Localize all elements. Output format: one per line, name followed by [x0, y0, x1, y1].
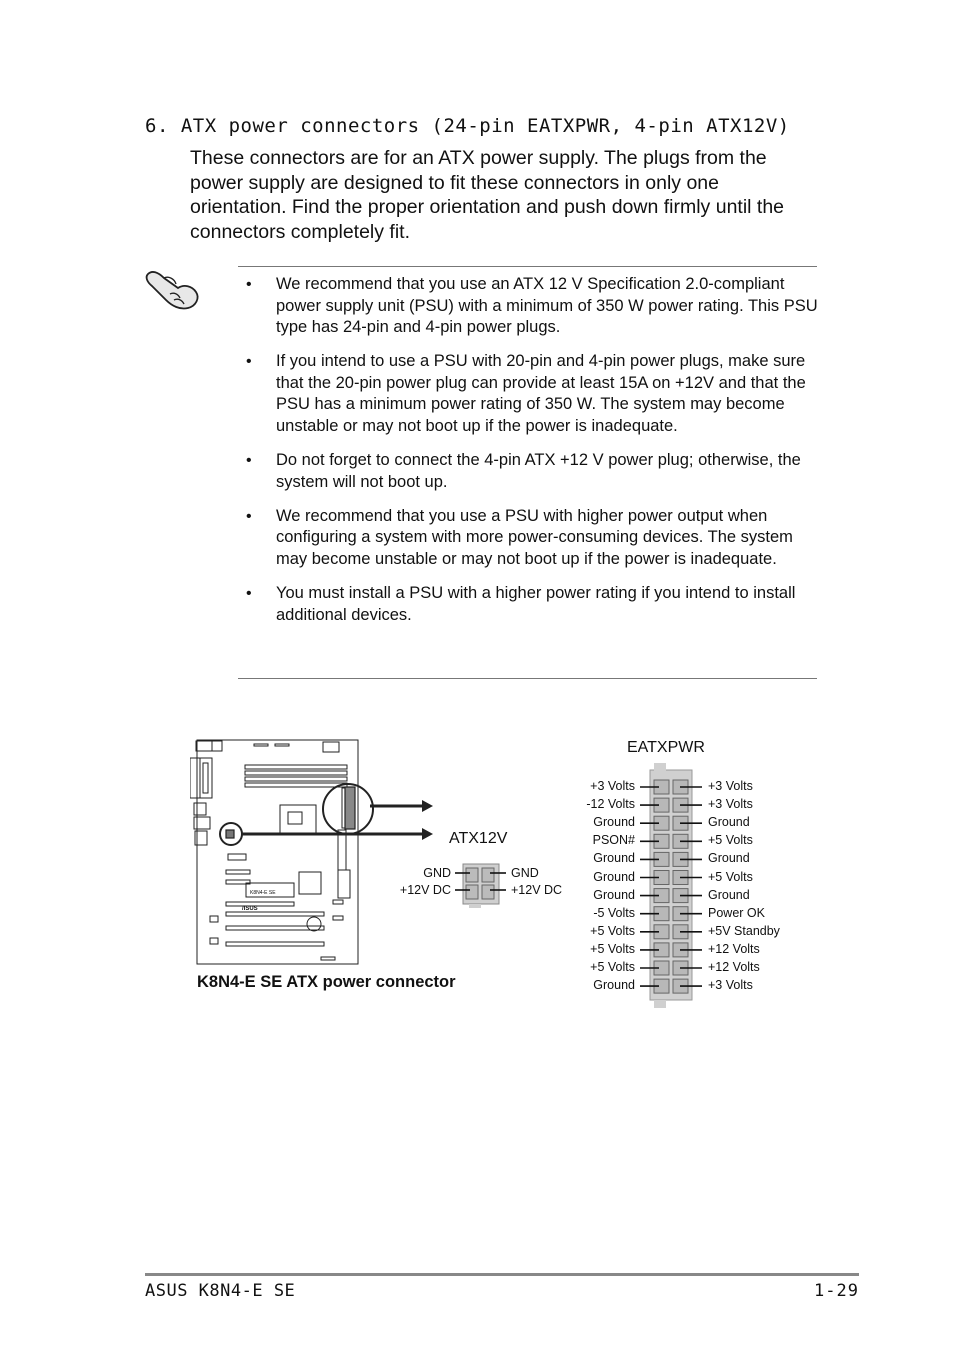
footer-rule: [145, 1273, 859, 1276]
motherboard-outline: [190, 740, 358, 964]
eatxpwr-right-pin: Ground: [708, 887, 750, 902]
note-item: [238, 274, 823, 339]
atx12v-right-pin: +12V DC: [511, 883, 563, 897]
bullet: •: [246, 353, 252, 371]
note-text: We recommend that you use a PSU with higher power output when configuring a system with more power-consuming devices. The system may become unstable or may not boot up if the power is inadequate.: [276, 506, 793, 569]
eatxpwr-right-pin: Ground: [708, 815, 750, 830]
eatxpwr-right-pin: Power OK: [708, 905, 765, 920]
power-connector-figure: [190, 730, 830, 1030]
note-text: Do not forget to connect the 4-pin ATX +12 V power plug; otherwise, the system will not boot up.: [276, 451, 801, 491]
atx12v-on-board: [226, 830, 234, 838]
eatxpwr-right-pin: +12 Volts: [708, 941, 760, 956]
eatxpwr-left-pin: +3 Volts: [590, 779, 635, 793]
eatxpwr-left-pin: Ground: [593, 887, 635, 902]
asus-logo: /ISUS: [242, 906, 258, 912]
note-text: If you intend to use a PSU with 20-pin and 4-pin power plugs, make sure that the 20-pin power plug can provide at least 15A on +12V and that the PSU has a minimum power rating of 350 W. The system may become unstable or may not boot up if the power is inadequate.: [276, 352, 806, 436]
note-list: [238, 274, 823, 639]
eatxpwr-right-pin: +3 Volts: [708, 779, 753, 793]
atx12v-label: ATX12V: [449, 830, 508, 847]
section-heading: 6. ATX power connectors (24-pin EATXPWR, 4-pin ATX12V): [145, 115, 790, 137]
atx12v-left-pin: +12V DC: [399, 883, 451, 897]
eatxpwr-right-pin: +12 Volts: [708, 960, 760, 974]
eatxpwr-right-pin: Ground: [708, 851, 750, 866]
page-number: 1-29: [814, 1281, 859, 1301]
bullet: •: [246, 452, 252, 470]
atx12v-connector-drawing: [455, 864, 506, 908]
section-description: These connectors are for an ATX power supply. The plugs from the power supply are designed to fit these connectors in only one orientation. Find the proper orientation and push down firmly until the connectors completely fit.: [190, 147, 785, 243]
eatxpwr-left-pin: +5 Volts: [590, 923, 635, 938]
note-text: You must install a PSU with a higher power rating if you intend to install additional devices.: [276, 584, 796, 624]
eatxpwr-right-pin: +5V Standby: [708, 923, 780, 938]
note-item: [238, 351, 823, 437]
eatxpwr-right-pin: +3 Volts: [708, 797, 753, 812]
eatxpwr-right-pin: +5 Volts: [708, 869, 753, 884]
eatxpwr-left-pin: -5 Volts: [593, 905, 635, 920]
eatxpwr-left-pin: Ground: [593, 869, 635, 884]
eatxpwr-right-pin: +5 Volts: [708, 833, 753, 848]
note-item: [238, 583, 823, 626]
eatxpwr-left-pin: +5 Volts: [590, 941, 635, 956]
eatxpwr-label: EATXPWR: [627, 739, 705, 756]
eatxpwr-left-pin: Ground: [593, 851, 635, 866]
figure-caption: K8N4-E SE ATX power connector: [197, 973, 456, 991]
note-item: [238, 450, 823, 493]
bullet: •: [246, 507, 252, 525]
eatxpwr-left-pin: Ground: [593, 815, 635, 830]
eatxpwr-left-pin: PSON#: [592, 833, 635, 848]
hand-pointing-icon: [144, 266, 202, 312]
note-item: [238, 506, 823, 571]
note-bottom-rule: [238, 678, 817, 679]
eatxpwr-on-board: [345, 787, 355, 829]
bullet: •: [246, 276, 252, 293]
atx12v-left-pin: GND: [423, 866, 451, 880]
eatxpwr-left-pin: +5 Volts: [590, 960, 635, 974]
note-text: We recommend that you use an ATX 12 V Specification 2.0-compliant power supply unit (PSU) with a minimum of 350 W power rating. This PSU type has 24-pin and 4-pin power plugs.: [276, 275, 818, 337]
note-top-rule: [238, 266, 817, 267]
eatxpwr-left-pin: Ground: [593, 978, 635, 993]
footer-product-name: ASUS K8N4-E SE: [145, 1281, 296, 1301]
atx12v-right-pin: GND: [511, 866, 539, 880]
eatxpwr-right-pin: +3 Volts: [708, 978, 753, 993]
eatxpwr-left-pin: -12 Volts: [586, 797, 635, 812]
board-silkscreen: K8N4-E SE: [250, 890, 276, 896]
bullet: •: [246, 585, 252, 603]
